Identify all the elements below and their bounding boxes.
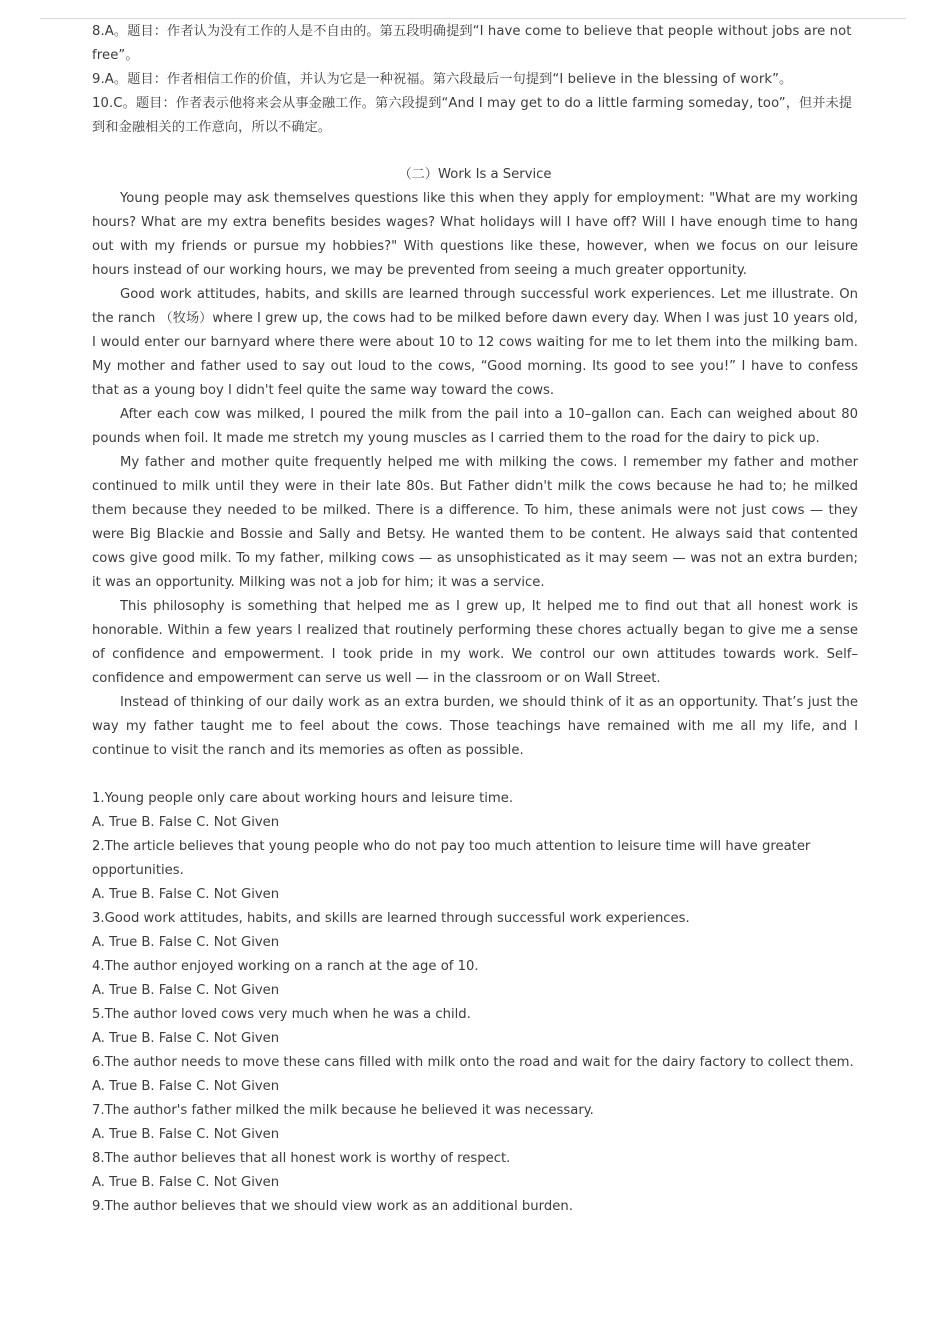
- question-item: [92, 1051, 858, 1099]
- question-text: 5.The author loved cows very much when he was a child.: [92, 1007, 471, 1022]
- answer-item: 10.C。题目：作者表示他将来会从事金融工作。第六段提到“And I may get to do a little farming someday, too”，但并未提到和金融相关的工作意向，所以不确定。: [92, 96, 853, 135]
- question-text: 2.The article believes that young people who do not pay too much attention to leisure time will have greater opportunities.: [92, 839, 811, 878]
- question-item: [92, 907, 858, 955]
- question-item: [92, 1195, 858, 1219]
- question-text: 6.The author needs to move these cans filled with milk onto the road and wait for the dairy factory to collect them.: [92, 1055, 854, 1070]
- question-options: A. True B. False C. Not Given: [92, 1031, 280, 1046]
- question-options: A. True B. False C. Not Given: [92, 1079, 280, 1094]
- passage-paragraph: Good work attitudes, habits, and skills are learned through successful work experiences. Let me illustrate. On the ranch （牧场）where I grew up, the cows had to be milked before dawn every day. When I was just 10 years old, I would enter our barnyard where there were about 10 to 12 cows waiting for me to let them into the milking bam. My mother and father used to say out loud to the cows, “Good morning. Its good to see you!” I have to confess that as a young boy I didn't feel quite the same way toward the cows.: [92, 287, 858, 398]
- question-text: 1.Young people only care about working hours and leisure time.: [92, 791, 514, 806]
- passage-paragraph: Instead of thinking of our daily work as an extra burden, we should think of it as an opportunity. That’s just the way my father taught me to feel about the cows. Those teachings have remained with me all my life, and I continue to visit the ranch and its memories as often as possible.: [92, 695, 858, 758]
- question-item: [92, 1147, 858, 1195]
- answer-key: [92, 20, 858, 140]
- question-text: 8.The author believes that all honest work is worthy of respect.: [92, 1151, 511, 1166]
- answer-item: 9.A。题目：作者相信工作的价值，并认为它是一种祝福。第六段最后一句提到“I believe in the blessing of work”。: [92, 72, 793, 87]
- reading-passage: [92, 187, 858, 763]
- passage-paragraph: After each cow was milked, I poured the milk from the pail into a 10–gallon can. Each can weighed about 80 pounds when foil. It made me stretch my young muscles as I carried them to the road for the dairy to pick up.: [92, 407, 858, 446]
- question-item: [92, 955, 858, 1003]
- passage-paragraph: This philosophy is something that helped me as I grew up, It helped me to find out that all honest work is honorable. Within a few years I realized that routinely performing these chores actually began to give me a sense of confidence and empowerment. I took pride in my work. We control our own attitudes towards work. Self–confidence and empowerment can serve us well — in the classroom or on Wall Street.: [92, 599, 858, 686]
- question-item: [92, 835, 858, 907]
- document-page: [92, 20, 858, 1219]
- question-options: A. True B. False C. Not Given: [92, 887, 280, 902]
- question-list: [92, 787, 858, 1219]
- question-text: 9.The author believes that we should view work as an additional burden.: [92, 1199, 573, 1214]
- question-options: A. True B. False C. Not Given: [92, 1175, 280, 1190]
- question-text: 7.The author's father milked the milk because he believed it was necessary.: [92, 1103, 594, 1118]
- question-options: A. True B. False C. Not Given: [92, 815, 280, 830]
- passage-paragraph: My father and mother quite frequently helped me with milking the cows. I remember my father and mother continued to milk until they were in their late 80s. But Father didn't milk the cows because he had to; he milked them because they needed to be milked. There is a difference. To him, these animals were not just cows — they were Big Blackie and Bossie and Sally and Betsy. He wanted them to be content. He always said that contented cows give good milk. To my father, milking cows — as unsophisticated as it may seem — was not an extra burden; it was an opportunity. Milking was not a job for him; it was a service.: [92, 455, 858, 590]
- question-text: 4.The author enjoyed working on a ranch at the age of 10.: [92, 959, 479, 974]
- question-item: [92, 787, 858, 835]
- passage-paragraph: Young people may ask themselves questions like this when they apply for employment: "What are my working hours? What are my extra benefits besides wages? What holidays will I have off? Will I have enough time to hang out with my friends or pursue my hobbies?" With questions like these, however, when we focus on our leisure hours instead of our working hours, we may be prevented from seeing a much greater opportunity.: [92, 191, 858, 278]
- question-text: 3.Good work attitudes, habits, and skills are learned through successful work experiences.: [92, 911, 690, 926]
- answer-item: 8.A。题目：作者认为没有工作的人是不自由的。第五段明确提到“I have come to believe that people without jobs are not free”。: [92, 24, 852, 63]
- question-item: [92, 1099, 858, 1147]
- question-item: [92, 1003, 858, 1051]
- top-divider: [40, 18, 906, 19]
- question-options: A. True B. False C. Not Given: [92, 983, 280, 998]
- question-options: A. True B. False C. Not Given: [92, 935, 280, 950]
- question-options: A. True B. False C. Not Given: [92, 1127, 280, 1142]
- section-title: （二）Work Is a Service: [398, 167, 552, 182]
